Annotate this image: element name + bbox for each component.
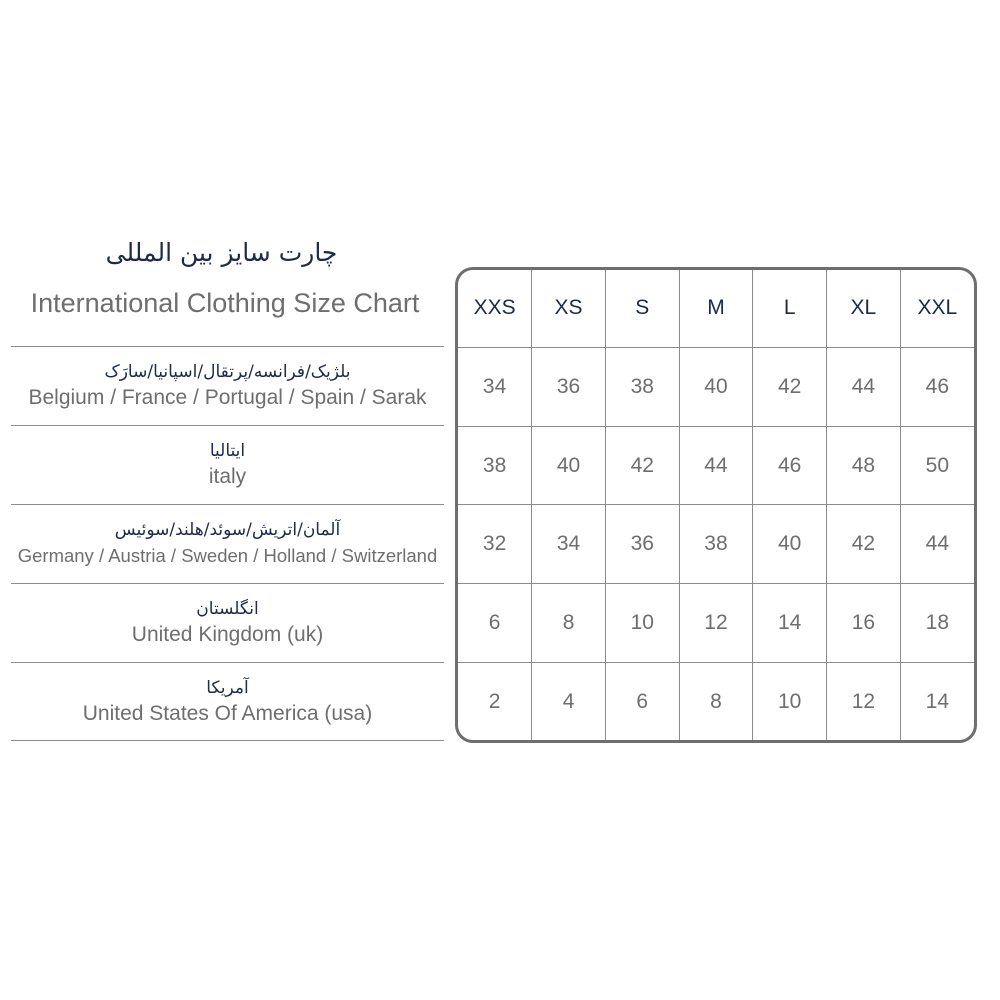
size-header-cell: XXS xyxy=(458,270,532,347)
country-row-label xyxy=(11,662,444,741)
country-label-english: italy xyxy=(208,465,247,488)
country-label-english: Germany / Austria / Sweden / Holland / Switzerland xyxy=(17,545,438,566)
country-label-persian: آمریکا xyxy=(206,677,249,698)
size-value-cell: 18 xyxy=(900,584,974,663)
table-row xyxy=(458,347,974,426)
title-persian: چارت سایز بین المللی xyxy=(105,238,338,267)
size-value-cell: 42 xyxy=(753,347,827,426)
country-label-persian: ایتالیا xyxy=(209,441,246,461)
size-value-cell: 4 xyxy=(532,663,606,740)
size-value-cell: 36 xyxy=(532,347,606,426)
country-label-english: United Kingdom (uk) xyxy=(131,623,324,646)
size-value-cell: 46 xyxy=(900,347,974,426)
table-row xyxy=(458,505,974,584)
size-value-cell: 2 xyxy=(458,663,532,740)
size-value-cell: 42 xyxy=(827,505,901,584)
title-english: International Clothing Size Chart xyxy=(30,288,420,318)
size-value-cell: 32 xyxy=(458,505,532,584)
country-label-persian: بلژیک/فرانسه/پرتقال/اسپانیا/سارَک xyxy=(104,362,351,382)
country-label-english: Belgium / France / Portugal / Spain / Sarak xyxy=(28,386,427,409)
country-label-persian: انگلستان xyxy=(196,599,259,619)
size-value-cell: 34 xyxy=(532,505,606,584)
country-label-english: United States Of America (usa) xyxy=(82,701,373,725)
size-value-cell: 10 xyxy=(605,584,679,663)
country-row-label xyxy=(11,583,444,662)
size-value-cell: 10 xyxy=(753,663,827,740)
size-grid xyxy=(455,267,977,743)
country-row-label xyxy=(11,346,444,425)
size-value-cell: 38 xyxy=(679,505,753,584)
size-value-cell: 48 xyxy=(827,426,901,505)
size-header-cell: XL xyxy=(827,270,901,347)
size-header-cell: S xyxy=(605,270,679,347)
size-value-cell: 6 xyxy=(605,663,679,740)
size-value-cell: 38 xyxy=(605,347,679,426)
size-value-cell: 12 xyxy=(827,663,901,740)
size-value-cell: 8 xyxy=(532,584,606,663)
size-value-cell: 38 xyxy=(458,426,532,505)
country-label-persian: آلمان/اتریش/سوئد/هلند/سوئیس xyxy=(114,520,341,540)
table-row xyxy=(458,426,974,505)
country-labels xyxy=(11,346,444,741)
size-value-cell: 44 xyxy=(900,505,974,584)
size-header-cell: XXL xyxy=(900,270,974,347)
size-header-cell: XS xyxy=(532,270,606,347)
size-value-cell: 40 xyxy=(753,505,827,584)
size-value-cell: 34 xyxy=(458,347,532,426)
table-row xyxy=(458,663,974,740)
size-value-cell: 16 xyxy=(827,584,901,663)
size-value-cell: 50 xyxy=(900,426,974,505)
size-value-cell: 40 xyxy=(679,347,753,426)
size-value-cell: 44 xyxy=(827,347,901,426)
size-value-cell: 14 xyxy=(900,663,974,740)
size-header-cell: L xyxy=(753,270,827,347)
size-value-cell: 8 xyxy=(679,663,753,740)
size-value-cell: 44 xyxy=(679,426,753,505)
size-value-cell: 46 xyxy=(753,426,827,505)
size-table xyxy=(458,270,974,740)
size-value-cell: 12 xyxy=(679,584,753,663)
size-header-cell: M xyxy=(679,270,753,347)
country-row-label xyxy=(11,504,444,583)
country-row-label xyxy=(11,425,444,504)
size-value-cell: 6 xyxy=(458,584,532,663)
size-value-cell: 40 xyxy=(532,426,606,505)
size-value-cell: 42 xyxy=(605,426,679,505)
size-value-cell: 36 xyxy=(605,505,679,584)
size-value-cell: 14 xyxy=(753,584,827,663)
table-row xyxy=(458,584,974,663)
size-header-row xyxy=(458,270,974,347)
